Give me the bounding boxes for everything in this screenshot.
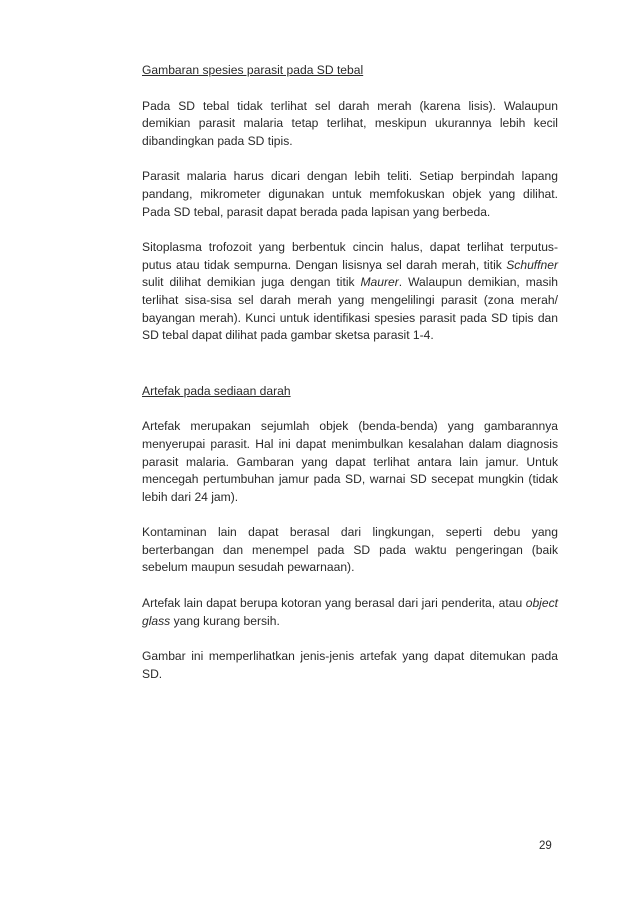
term-schuffner: Schuffner: [506, 257, 558, 272]
section-heading-thick-smear: Gambaran spesies parasit pada SD tebal: [142, 63, 364, 77]
text-run: yang kurang bersih.: [170, 613, 280, 628]
paragraph-thick-smear-intro: Pada SD tebal tidak terlihat sel darah merah (karena lisis). Walaupun demikian parasit malaria tetap terlihat, meskipun ukurannya lebih kecil dibandingkan pada SD tipis.: [142, 98, 558, 148]
text-run: Artefak lain dapat berupa kotoran yang berasal dari jari penderita, atau: [142, 596, 526, 611]
page-content: [142, 62, 558, 701]
section-spacer: [142, 363, 558, 383]
term-object-glass: object glass: [142, 596, 558, 628]
page-number: 29: [539, 840, 552, 852]
paragraph-thick-smear-cytoplasm: [142, 239, 558, 345]
section-heading-artefacts: Artefak pada sediaan darah: [142, 383, 291, 398]
paragraph-artefacts-figure: Gambar ini memperlihatkan jenis-jenis artefak yang dapat ditemukan pada SD.: [142, 649, 558, 681]
text-run: sulit dilihat demikian juga dengan titik: [142, 275, 361, 290]
paragraph-thick-smear-search: Parasit malaria harus dicari dengan lebih teliti. Setiap berpindah lapang pandang, mikrometer digunakan untuk memfokuskan objek yang dilihat. Pada SD tebal, parasit dapat berada pada lapisan yang berbeda.: [142, 169, 558, 219]
text-run: . Walaupun demikian, masih terlihat sisa-sisa sel darah merah yang mengelilingi parasit (zona merah/ bayangan merah). Kunci untuk identifikasi spesies parasit pada SD tipis dan SD tebal dapat dilihat pada gambar sketsa parasit 1-4.: [142, 275, 558, 343]
term-maurer: Maurer: [360, 275, 399, 290]
paragraph-artefacts-contaminants: Kontaminan lain dapat berasal dari lingkungan, seperti debu yang berterbangan dan menempel pada SD pada waktu pengeringan (baik sebelum maupun sesudah pewarnaan).: [142, 525, 558, 575]
paragraph-artefacts-intro: Artefak merupakan sejumlah objek (benda-benda) yang gambarannya menyerupai parasit. Hal ini dapat menimbulkan kesalahan dalam diagnosis parasit malaria. Gambaran yang dapat terlihat antara lain jamur. Untuk mencegah pertumbuhan jamur pada SD, warnai SD secepat mungkin (tidak lebih dari 24 jam).: [142, 419, 558, 504]
paragraph-artefacts-dirt: [142, 595, 558, 630]
text-run: Sitoplasma trofozoit yang berbentuk cincin halus, dapat terlihat terputus-putus atau tidak sempurna. Dengan lisisnya sel darah merah, titik: [142, 240, 558, 272]
